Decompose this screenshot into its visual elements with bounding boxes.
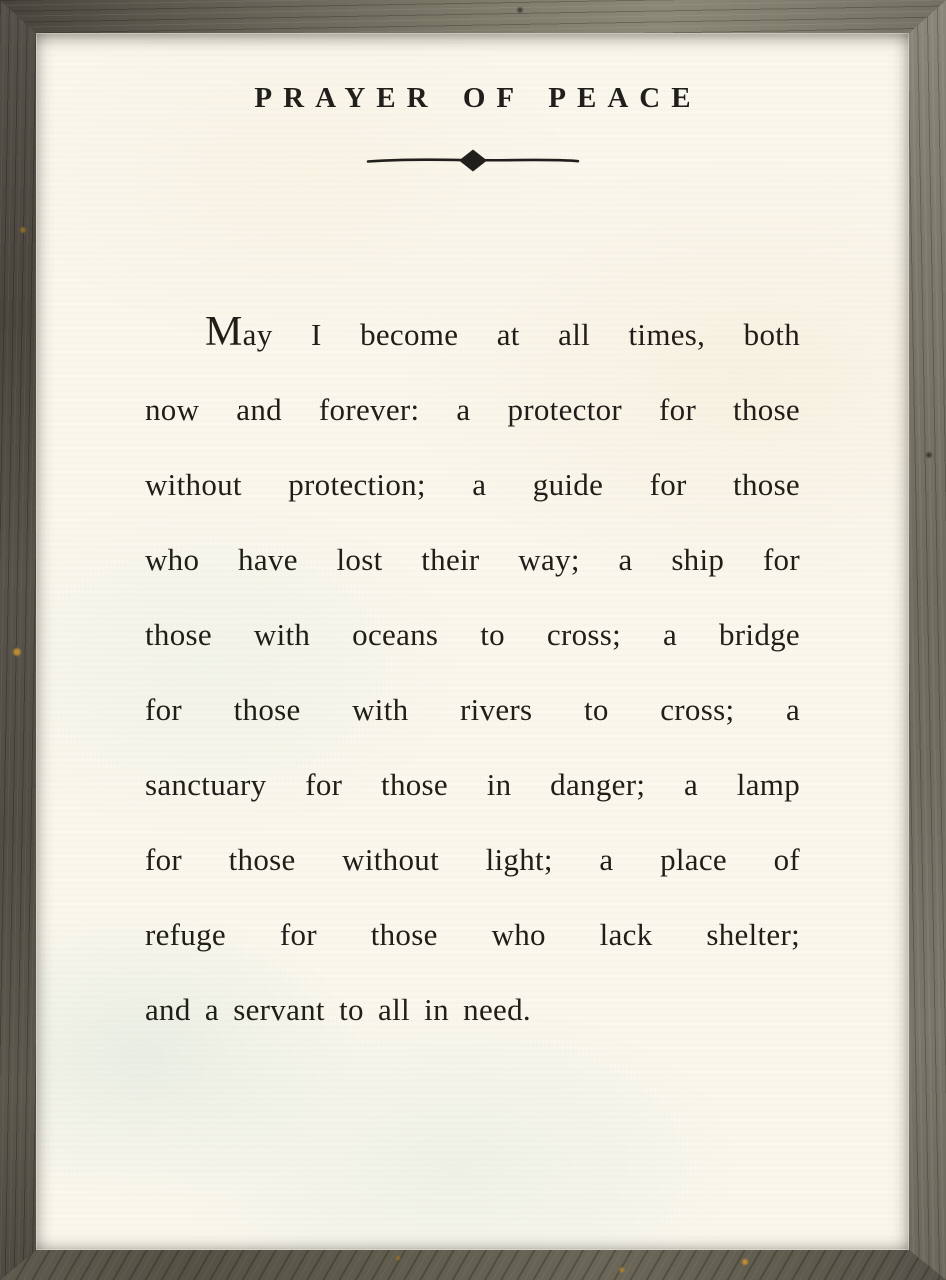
wood-frame-right bbox=[909, 0, 946, 1280]
poem-line: now and forever: a protector for those bbox=[145, 392, 800, 427]
wood-frame-top bbox=[0, 0, 946, 33]
poem-line: for those without light; a place of bbox=[145, 842, 800, 877]
poem-text bbox=[145, 297, 800, 1047]
poem-line: for those with rivers to cross; a bbox=[145, 692, 800, 727]
poem-line: without protection; a guide for those bbox=[145, 467, 800, 502]
poem-line-text: ay I become at all times, both bbox=[242, 317, 800, 352]
drop-initial: M bbox=[205, 309, 243, 355]
poem-line: refuge for those who lack shelter; bbox=[145, 917, 800, 952]
poem-line: who have lost their way; a ship for bbox=[145, 542, 800, 577]
poem-line: sanctuary for those in danger; a lamp bbox=[145, 767, 800, 802]
poem-line: and a servant to all in need. bbox=[145, 992, 531, 1027]
diamond-rule-icon bbox=[364, 145, 582, 175]
poem-line bbox=[145, 297, 800, 372]
art-title: PRAYER OF PEACE bbox=[254, 82, 702, 114]
art-canvas bbox=[36, 33, 909, 1250]
wood-frame-bottom bbox=[0, 1250, 946, 1280]
poem-line: those with oceans to cross; a bridge bbox=[145, 617, 800, 652]
wood-frame-left bbox=[0, 0, 36, 1280]
